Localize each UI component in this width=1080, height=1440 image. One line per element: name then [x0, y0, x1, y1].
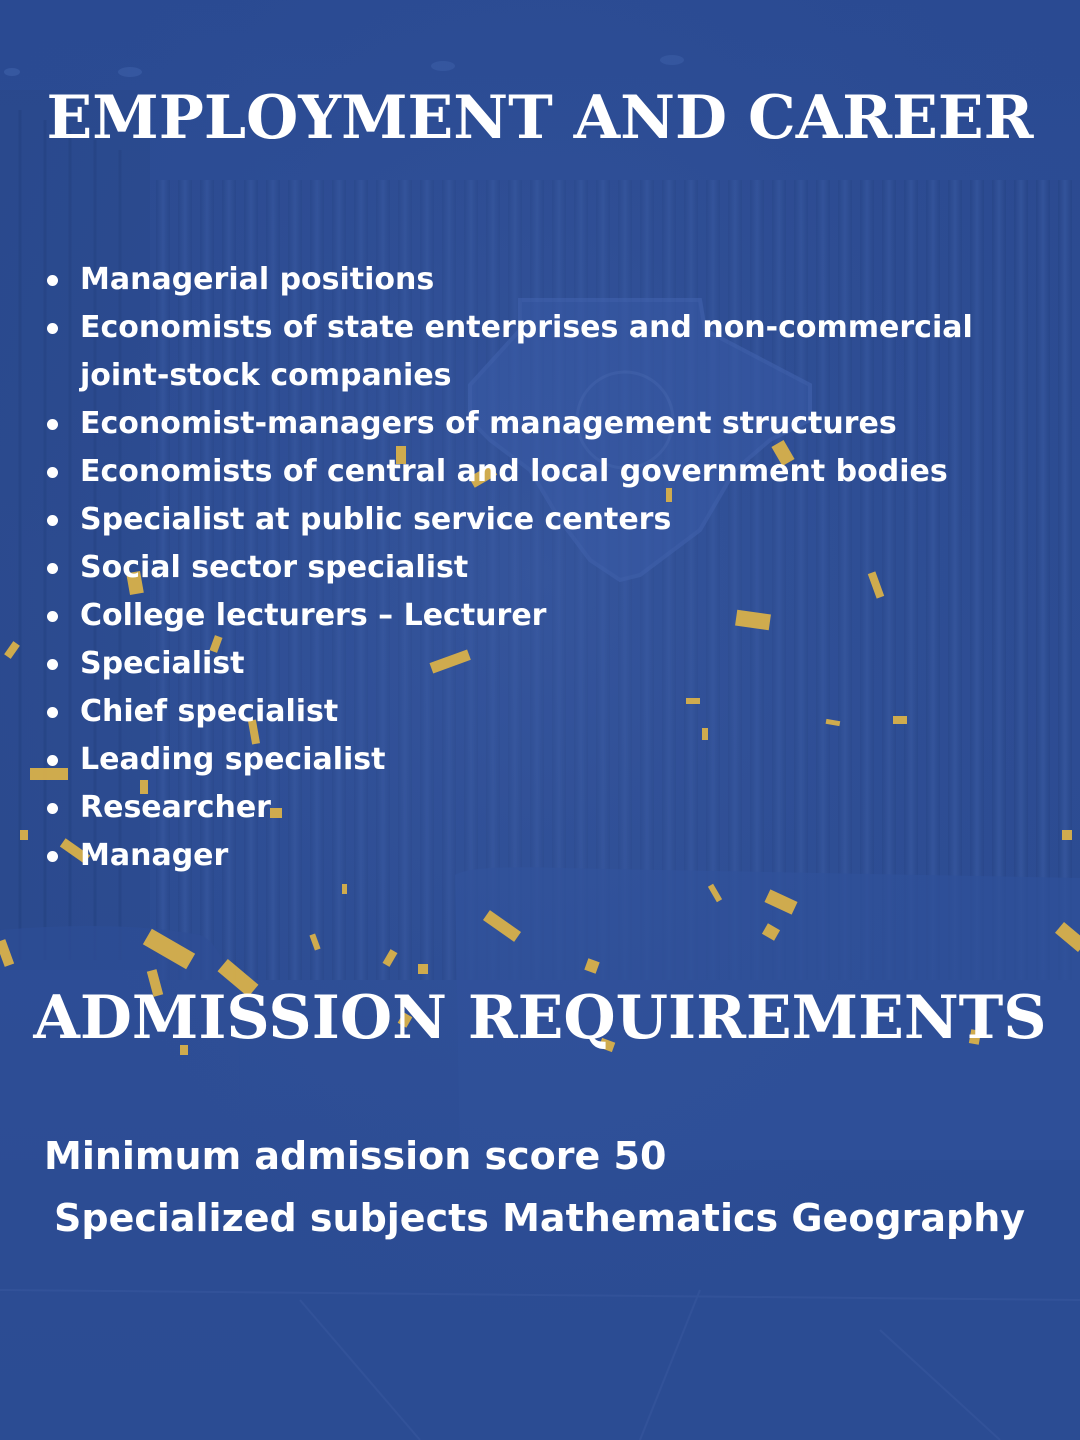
career-label: Manager: [80, 838, 229, 873]
career-label: Social sector specialist: [80, 550, 469, 585]
bullet-icon: [47, 467, 58, 478]
career-list-item: [80, 640, 1030, 688]
career-label: Specialist: [80, 646, 245, 681]
career-list-item: [80, 592, 1030, 640]
career-list-item: [80, 304, 1030, 400]
career-list-item: [80, 496, 1030, 544]
career-label: Economists of central and local government bodies: [80, 454, 948, 489]
career-label: Managerial positions: [80, 262, 435, 297]
bullet-icon: [47, 851, 58, 862]
career-list-item: [80, 400, 1030, 448]
minimum-score-text: Minimum admission score 50: [44, 1134, 667, 1178]
career-list-item: [80, 832, 1030, 880]
bullet-icon: [47, 323, 58, 334]
bullet-icon: [47, 563, 58, 574]
employment-title: EMPLOYMENT AND CAREER: [46, 83, 1034, 153]
career-list: [80, 256, 1030, 880]
career-label: Specialist at public service centers: [80, 502, 672, 537]
career-label: Economist-managers of management structures: [80, 406, 897, 441]
bullet-icon: [47, 275, 58, 286]
career-list-item: [80, 256, 1030, 304]
bullet-icon: [47, 659, 58, 670]
career-list-item: [80, 448, 1030, 496]
bullet-icon: [47, 419, 58, 430]
bullet-icon: [47, 755, 58, 766]
bullet-icon: [47, 803, 58, 814]
career-label: Chief specialist: [80, 694, 339, 729]
bullet-icon: [47, 707, 58, 718]
career-label: Economists of state enterprises and non-commercial joint-stock companies: [80, 310, 973, 393]
career-list-item: [80, 784, 1030, 832]
career-list-item: [80, 736, 1030, 784]
career-list-item: [80, 688, 1030, 736]
bullet-icon: [47, 515, 58, 526]
specialized-subjects-text: Specialized subjects Mathematics Geography: [54, 1196, 1026, 1240]
admission-title: ADMISSION REQUIREMENTS: [33, 983, 1047, 1053]
career-label: Leading specialist: [80, 742, 386, 777]
career-label: Researcher: [80, 790, 271, 825]
bullet-icon: [47, 611, 58, 622]
career-label: College lecturers – Lecturer: [80, 598, 547, 633]
career-list-item: [80, 544, 1030, 592]
